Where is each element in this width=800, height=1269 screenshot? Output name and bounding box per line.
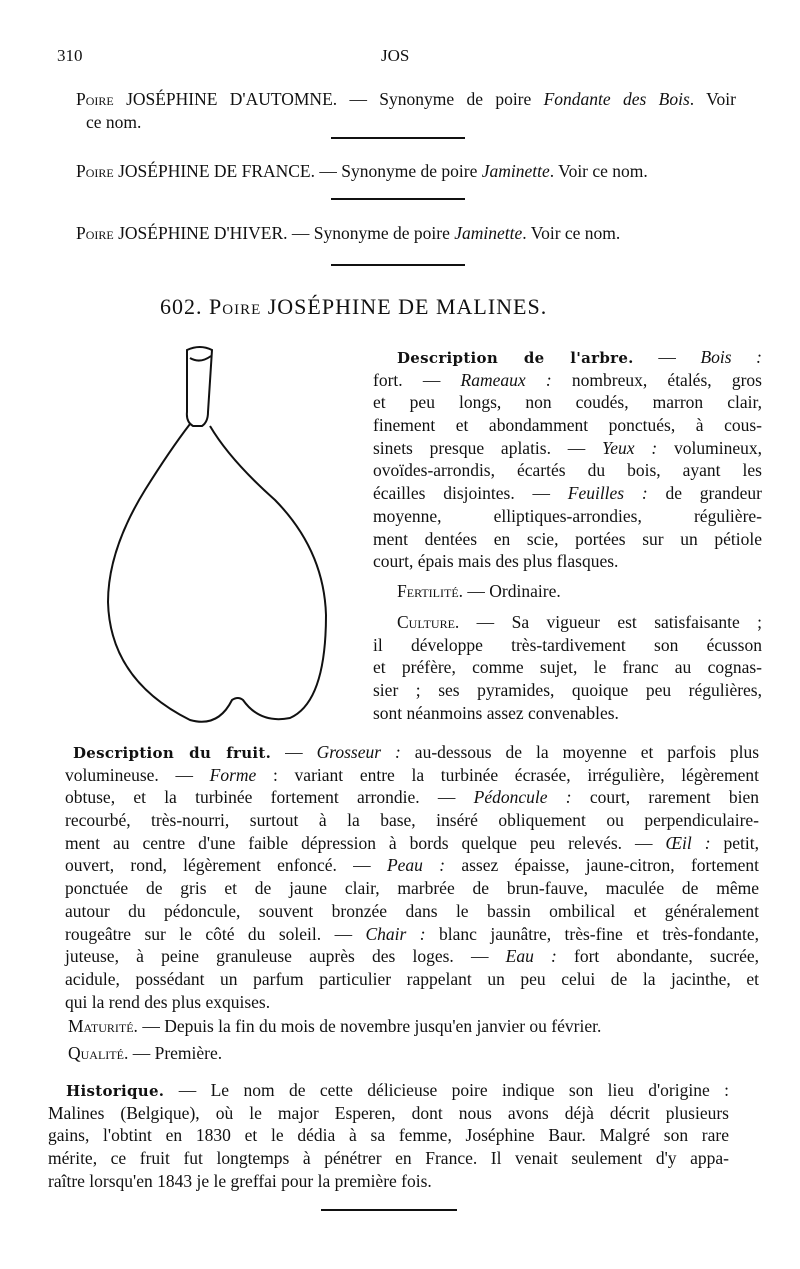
field-label: Chair : bbox=[365, 923, 426, 944]
text-line bbox=[373, 346, 762, 369]
field-label: Peau : bbox=[386, 855, 446, 876]
text-run: au-dessous de la moyenne et parfois plus bbox=[400, 742, 760, 762]
text-line bbox=[48, 1079, 729, 1102]
text-run: assez épaisse, jaune-citron, fortement bbox=[445, 855, 759, 876]
maturity bbox=[48, 1015, 708, 1038]
text-run: et préfère, comme sujet, le franc au cognas- bbox=[373, 657, 762, 678]
field-label: Grosseur : bbox=[316, 742, 401, 762]
tree-description bbox=[373, 346, 762, 573]
text-line bbox=[76, 88, 736, 111]
text-run: nombreux, étalés, gros bbox=[551, 369, 762, 390]
entry-josephine-hiver bbox=[76, 222, 709, 245]
text-line bbox=[373, 702, 762, 725]
text-run: court, épais mais des plus flasques. bbox=[373, 551, 619, 572]
text-run: . Voir ce nom. bbox=[522, 223, 621, 243]
text-run: Malines (Belgique), où le major Esperen, dont nous avons déjà décrit plusieurs bbox=[48, 1102, 729, 1123]
fruit-description bbox=[65, 741, 759, 1013]
culture bbox=[373, 611, 762, 724]
field-label: Bois : bbox=[700, 347, 763, 367]
text-run: — Le nom de cette délicieuse poire indique son lieu d'origine : bbox=[164, 1080, 729, 1100]
small-caps-label: Poire bbox=[76, 161, 114, 181]
text-line bbox=[65, 923, 759, 946]
text-run: il développe très-tardivement son écusson bbox=[373, 634, 762, 655]
text-line bbox=[373, 482, 762, 505]
text-run: ovoïdes-arrondis, écartés du bois, ayant les bbox=[373, 460, 762, 481]
text-run: JOSÉPHINE DE FRANCE. — Synonyme de poire bbox=[113, 161, 482, 181]
text-run: de grandeur bbox=[647, 483, 762, 504]
text-run: volumineux, bbox=[657, 437, 762, 458]
text-line bbox=[48, 1102, 729, 1125]
text-run: finement et abondamment ponctués, à cous- bbox=[373, 415, 762, 436]
text-line bbox=[65, 764, 759, 787]
text-run: ouvert, rond, légèrement enfoncé. — bbox=[65, 855, 387, 876]
small-caps-label: Fertilité. bbox=[397, 581, 464, 601]
small-caps-label: Qualité. bbox=[68, 1043, 129, 1063]
field-label: Rameaux : bbox=[460, 369, 552, 390]
text-line bbox=[373, 459, 762, 482]
text-line bbox=[373, 580, 762, 603]
text-run: ment dentées en scie, portées sur un pétiole bbox=[373, 528, 762, 549]
text-run: . Voir ce nom. bbox=[549, 161, 648, 181]
fertility bbox=[373, 580, 762, 603]
divider bbox=[331, 198, 465, 200]
text-run: blanc jaunâtre, très-fine et très-fondante, bbox=[425, 923, 759, 944]
text-run: — bbox=[633, 347, 701, 367]
page-number: 310 bbox=[57, 46, 83, 65]
text-run: recourbé, très-nourri, surtout à la base, inséré obliquement ou perpendiculaire- bbox=[65, 810, 759, 831]
text-run: fort abondante, sucrée, bbox=[556, 946, 759, 967]
article-prefix: Poire bbox=[209, 294, 262, 319]
text-line bbox=[65, 877, 759, 900]
article-title bbox=[160, 294, 547, 320]
quality bbox=[48, 1042, 708, 1065]
text-line bbox=[76, 160, 736, 183]
small-caps-label: Poire bbox=[76, 223, 114, 243]
text-run: petit, bbox=[710, 832, 759, 853]
text-run: volumineuse. — bbox=[65, 764, 210, 785]
text-run: acidule, possédant un parfum particulier rappelant un peu celui de la jacinthe, et bbox=[65, 968, 759, 989]
field-label: Eau : bbox=[505, 946, 557, 967]
text-line bbox=[65, 832, 759, 855]
text-run: obtuse, et la turbinée fortement arrondie. — bbox=[65, 787, 474, 808]
text-run: . Voir bbox=[689, 89, 736, 109]
field-label: Jaminette bbox=[454, 223, 523, 243]
text-run: sier ; ses pyramides, quoique peu régulières, bbox=[373, 680, 762, 701]
text-line bbox=[65, 741, 759, 764]
text-run: écailles disjointes. — bbox=[373, 483, 568, 504]
text-run: rougeâtre sur le côté du soleil. — bbox=[65, 923, 366, 944]
end-divider bbox=[321, 1209, 457, 1211]
text-line bbox=[65, 968, 759, 991]
text-run: JOSÉPHINE D'HIVER. — Synonyme de poire bbox=[113, 223, 455, 243]
field-label: Œil : bbox=[665, 832, 711, 853]
text-line bbox=[373, 634, 762, 657]
small-caps-label: Poire bbox=[76, 89, 114, 109]
text-run: sont néanmoins assez convenables. bbox=[373, 702, 619, 723]
section-heading: Description de l'arbre. bbox=[397, 349, 634, 367]
text-run: fort. — bbox=[373, 369, 461, 390]
section-heading: Historique. bbox=[66, 1082, 165, 1100]
text-run: qui la rend des plus exquises. bbox=[65, 991, 271, 1012]
text-run: mérite, ce fruit fut longtemps à pénétrer en France. Il venait seulement d'y appa- bbox=[48, 1148, 729, 1169]
text-line bbox=[48, 1124, 729, 1147]
text-line bbox=[65, 809, 759, 832]
text-line bbox=[76, 222, 709, 245]
text-run: raître lorsqu'en 1843 je le greffai pour la première fois. bbox=[48, 1170, 432, 1191]
text-line bbox=[65, 900, 759, 923]
text-line bbox=[373, 611, 762, 634]
text-line bbox=[373, 414, 762, 437]
article-number: 602. bbox=[160, 294, 203, 319]
text-line bbox=[373, 528, 762, 551]
pear-outline bbox=[108, 424, 326, 722]
text-run: gains, l'obtint en 1830 et le dédia à sa femme, Joséphine Baur. Malgré son rare bbox=[48, 1125, 729, 1146]
field-label: Feuilles : bbox=[567, 483, 648, 504]
field-label: Forme bbox=[209, 764, 257, 785]
text-line bbox=[65, 786, 759, 809]
text-line bbox=[373, 391, 762, 414]
text-run: ce nom. bbox=[86, 111, 142, 132]
field-label: Jaminette bbox=[481, 161, 550, 181]
text-run: — Sa vigueur est satisfaisante ; bbox=[459, 612, 762, 632]
section-heading: Description du fruit. bbox=[73, 744, 272, 762]
text-run: — Première. bbox=[128, 1043, 223, 1063]
text-line bbox=[65, 991, 759, 1014]
text-line bbox=[373, 679, 762, 702]
text-run: — Depuis la fin du mois de novembre jusqu'en janvier ou février. bbox=[137, 1016, 602, 1036]
text-line bbox=[48, 1042, 708, 1065]
running-head: JOS bbox=[381, 46, 410, 65]
text-run: court, rarement bien bbox=[571, 787, 759, 808]
divider bbox=[331, 264, 465, 266]
text-line bbox=[48, 1147, 729, 1170]
text-run: — Ordinaire. bbox=[463, 581, 561, 601]
text-run: sinets presque aplatis. — bbox=[373, 437, 603, 458]
entry-josephine-automne bbox=[76, 88, 736, 133]
text-run: et peu longs, non coudés, marron clair, bbox=[373, 392, 762, 413]
text-run: juteuse, à peine granuleuse auprès des loges. — bbox=[65, 946, 506, 967]
text-line bbox=[65, 854, 759, 877]
text-line bbox=[76, 111, 736, 134]
small-caps-label: Culture. bbox=[397, 612, 460, 632]
text-run: ponctuée de gris et de jaune clair, marbrée de brun-fauve, maculée de même bbox=[65, 878, 759, 899]
pear-illustration bbox=[100, 340, 340, 730]
divider bbox=[331, 137, 465, 139]
history bbox=[48, 1079, 729, 1192]
text-line bbox=[48, 1170, 729, 1193]
text-line bbox=[373, 437, 762, 460]
text-run: JOSÉPHINE D'AUTOMNE. — Synonyme de poire bbox=[113, 89, 544, 109]
text-line bbox=[373, 550, 762, 573]
pear-stem bbox=[187, 347, 212, 426]
text-line bbox=[48, 1015, 708, 1038]
article-name: JOSÉPHINE DE MALINES. bbox=[267, 294, 548, 319]
small-caps-label: Maturité. bbox=[68, 1016, 138, 1036]
text-line bbox=[373, 505, 762, 528]
text-run: moyenne, elliptiques-arrondies, régulière- bbox=[373, 505, 762, 526]
text-run: ment au centre d'une faible dépression à bords quelque peu relevés. — bbox=[65, 832, 666, 853]
field-label: Yeux : bbox=[602, 437, 658, 458]
text-run: — bbox=[271, 742, 317, 762]
text-line bbox=[65, 945, 759, 968]
text-line bbox=[373, 656, 762, 679]
field-label: Pédoncule : bbox=[473, 787, 572, 808]
text-run: : variant entre la turbinée écrasée, irrégulière, légèrement bbox=[256, 764, 759, 785]
entry-josephine-france bbox=[76, 160, 736, 183]
field-label: Fondante des Bois bbox=[543, 89, 690, 109]
text-run: autour du pédoncule, souvent bronzée dans le bassin ombilical et généralement bbox=[65, 900, 759, 921]
text-line bbox=[373, 369, 762, 392]
